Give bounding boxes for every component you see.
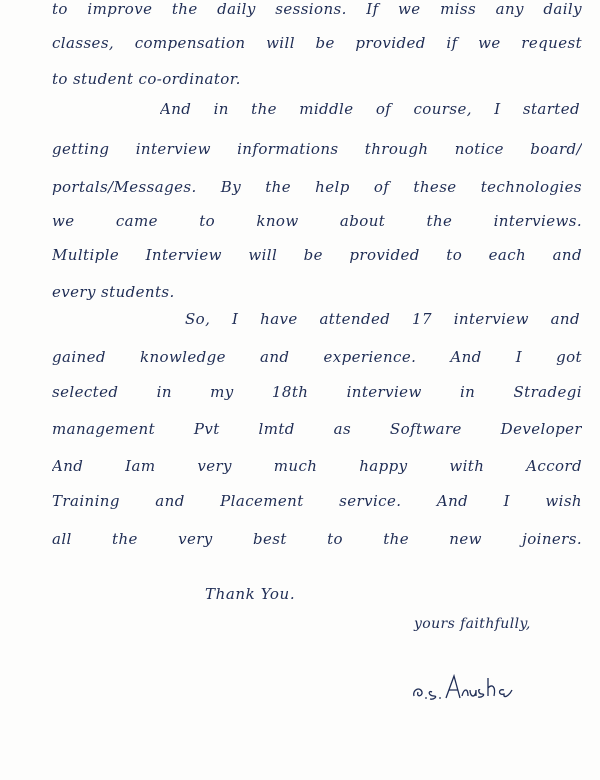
letter-line-12: selected in my 18th interview in Stradegi <box>52 383 582 401</box>
letter-line-14: And Iam very much happy with Accord <box>52 457 582 475</box>
letter-line-5: getting interview informations through notice board/ <box>52 140 582 158</box>
letter-line-15: Training and Placement service. And I wish <box>52 492 582 510</box>
letter-line-1: to improve the daily sessions. If we miss any daily <box>52 0 582 18</box>
letter-line-3: to student co-ordinator. <box>52 70 241 88</box>
thank-you-line: Thank You. <box>205 585 296 603</box>
letter-line-2: classes, compensation will be provided if we request <box>52 34 582 52</box>
letter-line-11: gained knowledge and experience. And I got <box>52 348 582 366</box>
letter-line-10: So, I have attended 17 interview and <box>185 310 580 328</box>
letter-line-13: management Pvt lmtd as Software Developer <box>52 420 582 438</box>
closing-line: yours faithfully, <box>414 616 531 632</box>
letter-line-16: all the very best to the new joiners. <box>52 530 582 548</box>
letter-line-9: every students. <box>52 283 175 301</box>
letter-line-6: portals/Messages. By the help of these technologies <box>52 178 582 196</box>
letter-line-7: we came to know about the interviews. <box>52 212 582 230</box>
letter-line-4: And in the middle of course, I started <box>160 100 580 118</box>
signature <box>408 668 518 708</box>
letter-line-8: Multiple Interview will be provided to each and <box>52 246 582 264</box>
